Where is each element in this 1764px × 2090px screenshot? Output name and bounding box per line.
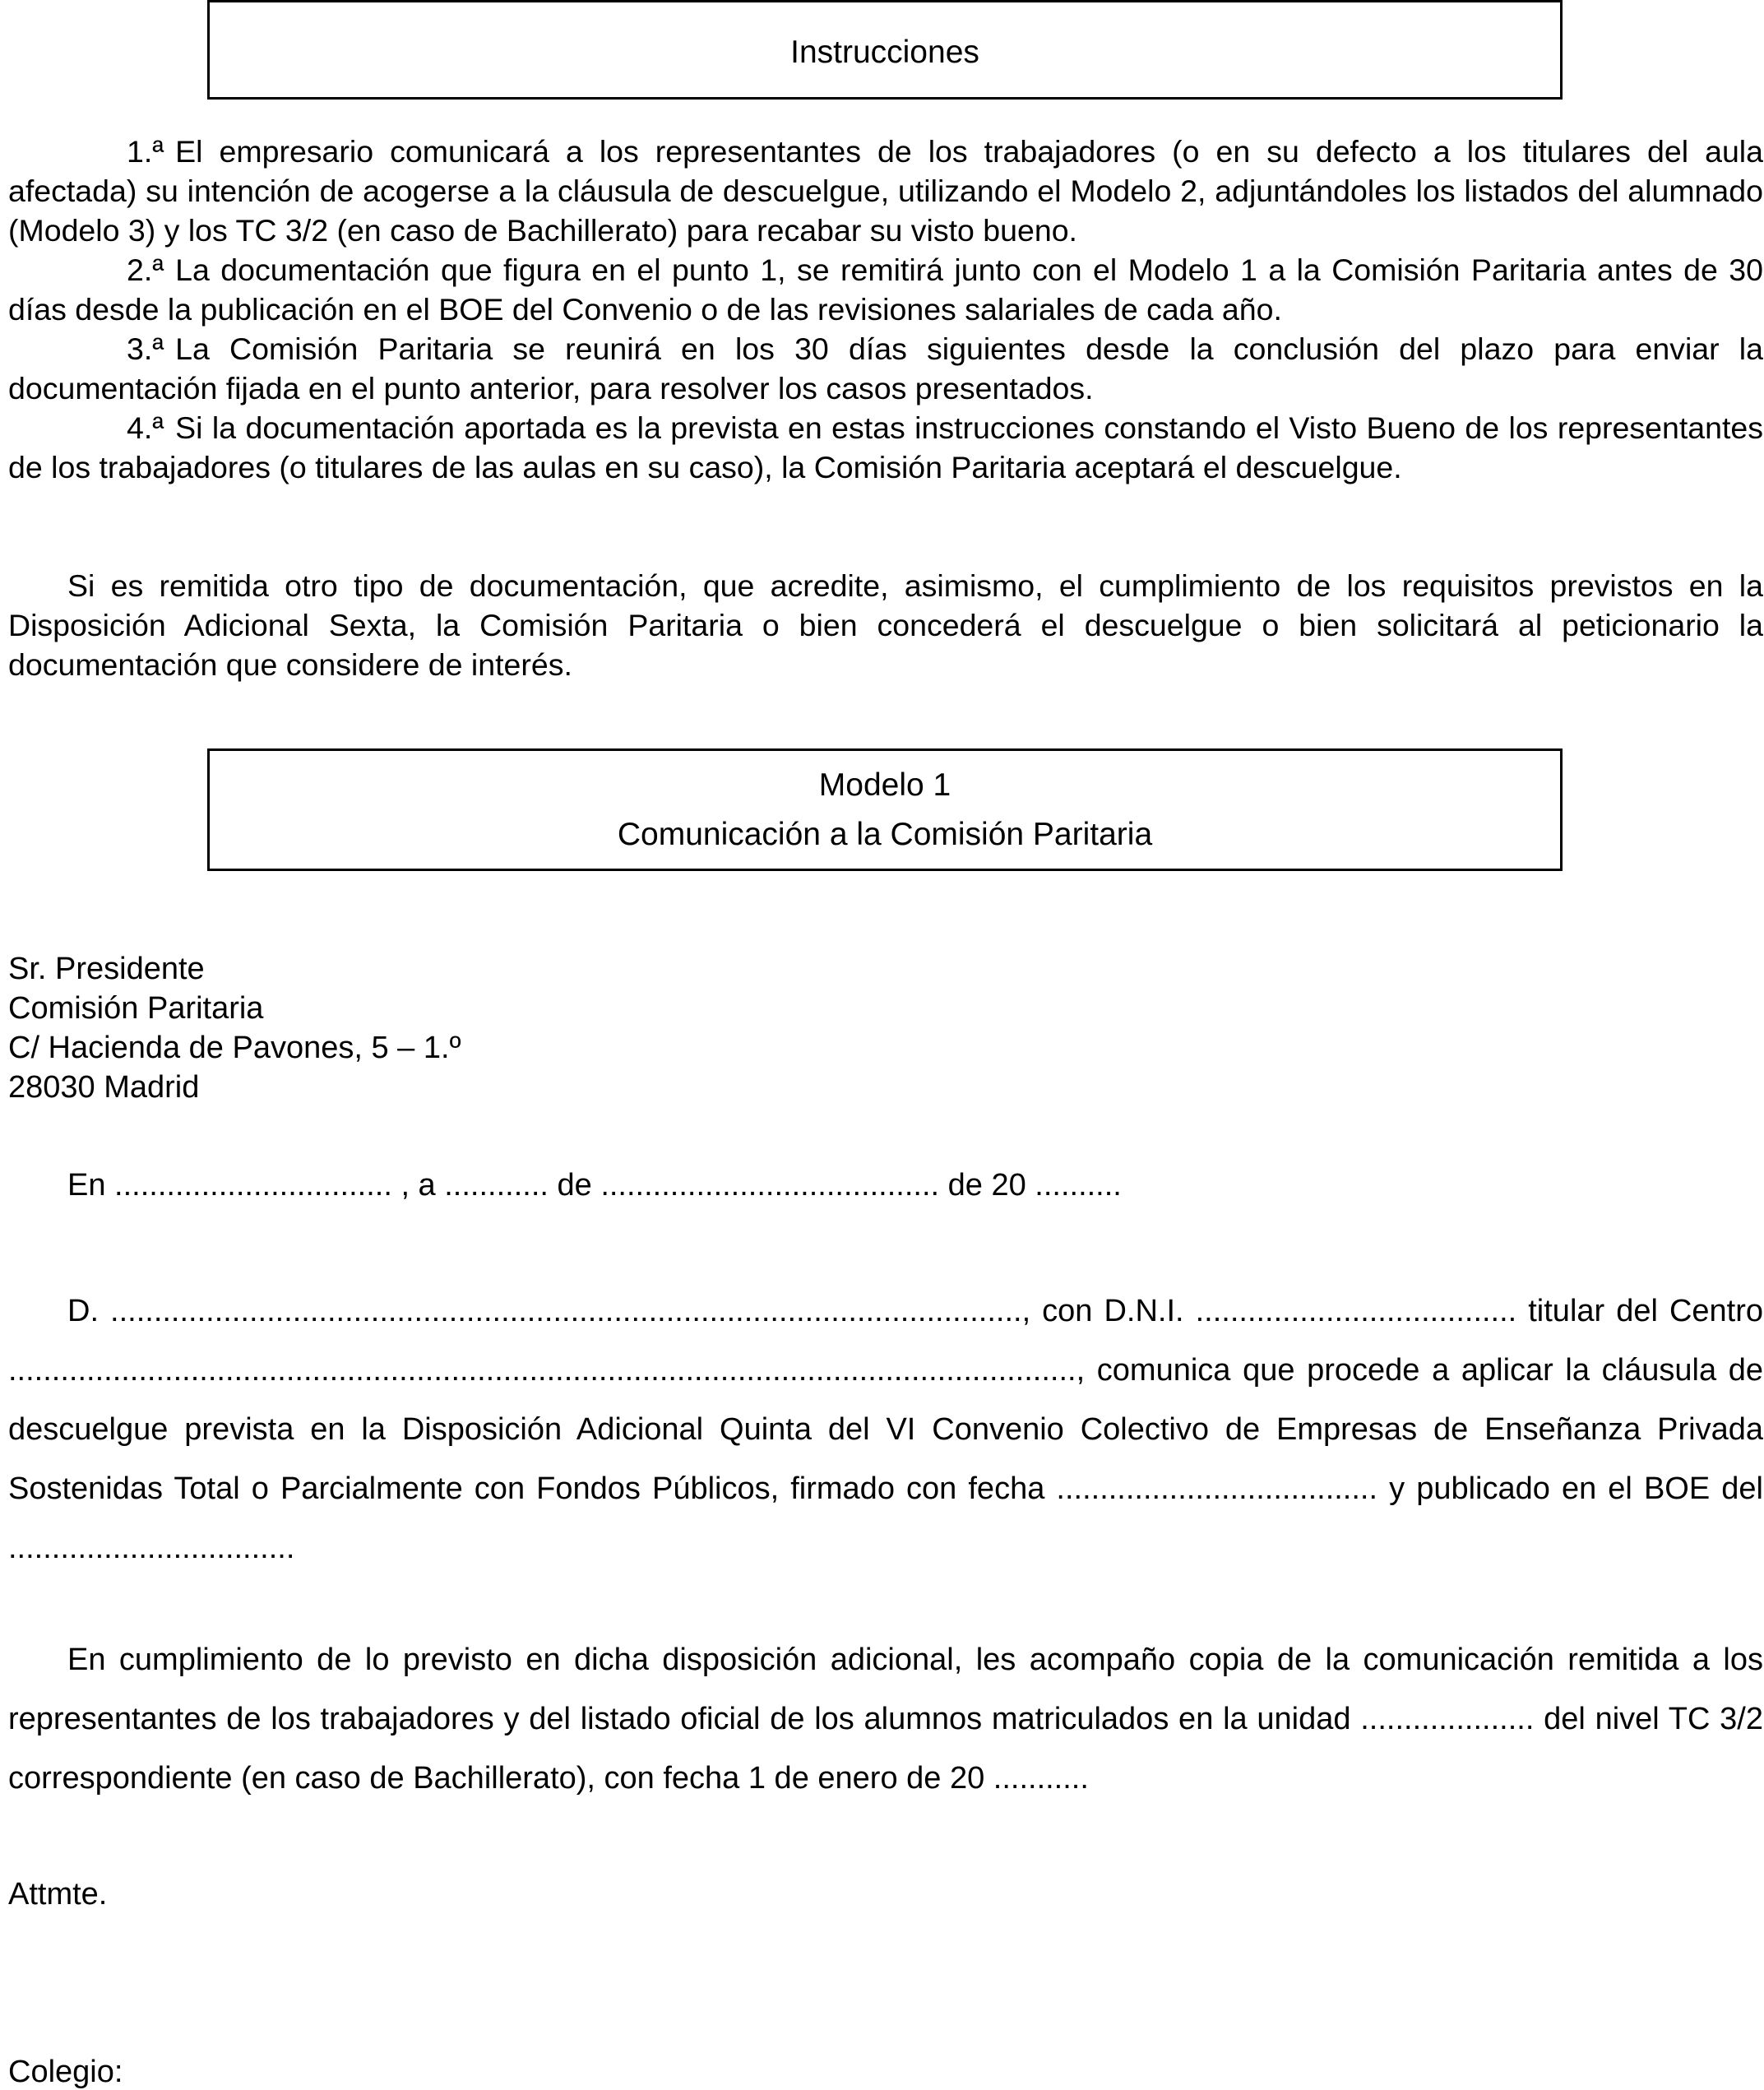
instruction-text: El empresario comunicará a los representantes de los trabajadores (o en su defecto a los titulares del aula afectada) su intención de acogerse a la cláusula de descuelgue, utilizando el Modelo 2, adjuntándoles los listados del alumnado (Modelo 3) y los TC 3/2 (en caso de Bachillerato) para recabar su visto bueno. xyxy=(8,134,1763,248)
instruction-number: 3.ª xyxy=(127,331,164,366)
instructions-note-text: Si es remitida otro tipo de documentación, que acredite, asimismo, el cumplimiento de los requisitos previstos en la Disposición Adicional Sexta, la Comisión Paritaria o bien concederá el descuelgue o bien solicitará al peticionario la documentación que considere de interés. xyxy=(8,568,1763,682)
model-title-box xyxy=(207,748,1563,871)
attachments-text: En cumplimiento de lo previsto en dicha disposición adicional, les acompaño copia de la comunicación remitida a los representantes de los trabajadores y del listado oficial de los alumnos matriculados en la unidad .................... del nivel TC 3/2 correspondiente (en caso de Bachillerato), con fecha 1 de enero de 20 ........... xyxy=(8,1643,1763,1796)
date-line: En ................................ , a ............ de ....................................... de 20 .......... xyxy=(67,1168,1122,1203)
instruction-text: Si la documentación aportada es la prevista en estas instrucciones constando el Visto Bueno de los representantes de los trabajadores (o titulares de las aulas en su caso), la Comisión Paritaria aceptará el descuelgue. xyxy=(8,410,1763,484)
college-label: Colegio: xyxy=(8,2055,123,2089)
address-line: 28030 Madrid xyxy=(8,1070,200,1105)
communication-text: D. ........................................................................................................., con D.N.I. ..................................... titular del Centro ..........................................................................................................................., comunica que procede a aplicar la cláusula de descuelgue prevista en la Disposición Adicional Quinta del VI Convenio Colectivo de Empresas de Enseñanza Privada Sostenidas Total o Parcialmente con Fondos Públicos, firmado con fecha ..................................... y publicado en el BOE del ................................. xyxy=(8,1294,1763,1565)
instruction-item xyxy=(8,408,1763,487)
communication-paragraph xyxy=(8,1281,1763,1578)
instruction-number: 2.ª xyxy=(127,253,164,287)
instructions-title: Instrucciones xyxy=(790,35,979,70)
address-line: C/ Hacienda de Pavones, 5 – 1.º xyxy=(8,1031,461,1065)
address-line: Comisión Paritaria xyxy=(8,991,264,1026)
instruction-item xyxy=(8,329,1763,408)
instruction-number: 1.ª xyxy=(127,134,164,169)
model-subtitle: Comunicación a la Comisión Paritaria xyxy=(617,817,1153,852)
instruction-text: La documentación que figura en el punto 1, se remitirá junto con el Modelo 1 a la Comisión Paritaria antes de 30 días desde la publicación en el BOE del Convenio o de las revisiones salariales de cada año. xyxy=(8,253,1763,327)
instructions-title-box xyxy=(207,0,1563,100)
attachments-paragraph xyxy=(8,1630,1763,1808)
model-title: Modelo 1 xyxy=(818,767,951,803)
recipient-address xyxy=(8,949,1763,1107)
instructions-list xyxy=(8,132,1763,487)
instruction-item xyxy=(8,132,1763,250)
instruction-text: La Comisión Paritaria se reunirá en los 30 días siguientes desde la conclusión del plazo para enviar la documentación fijada en el punto anterior, para resolver los casos presentados. xyxy=(8,331,1763,405)
instructions-note xyxy=(8,566,1763,684)
closing-text: Attmte. xyxy=(8,1877,108,1912)
instruction-number: 4.ª xyxy=(127,410,164,445)
instruction-item xyxy=(8,250,1763,329)
address-line: Sr. Presidente xyxy=(8,952,205,986)
